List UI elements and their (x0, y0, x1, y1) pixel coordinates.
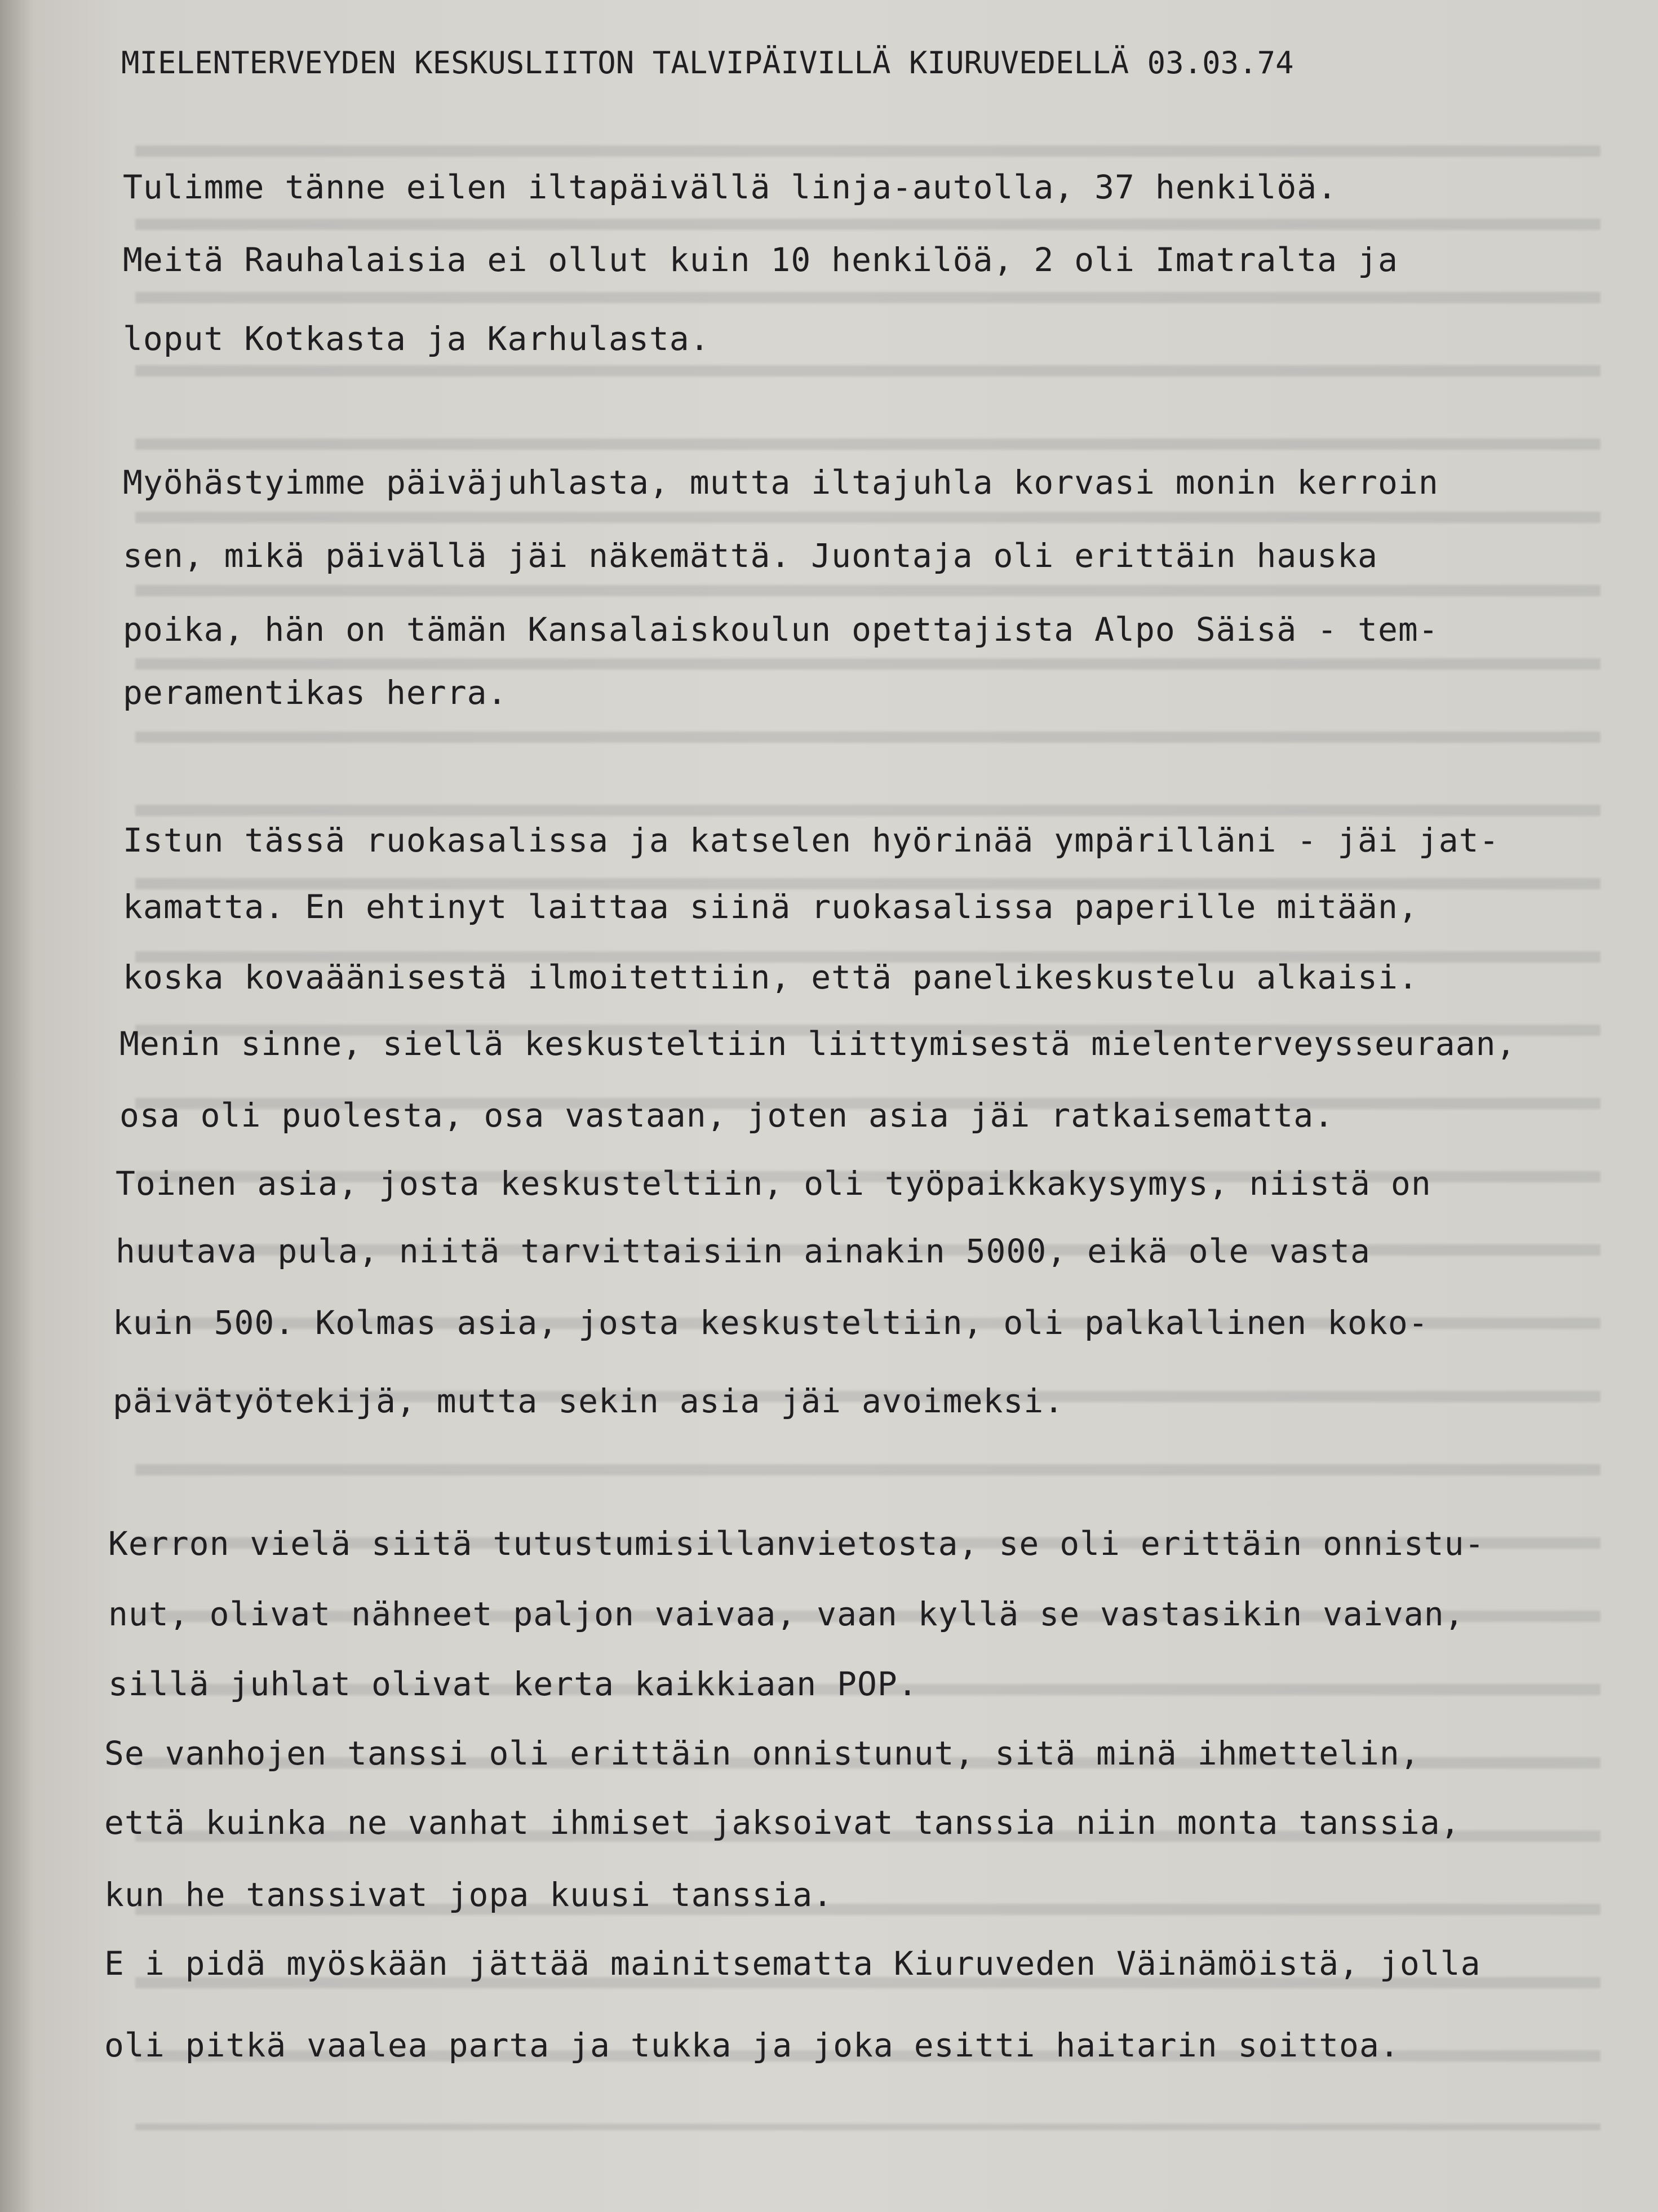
paragraph-4-line-6: kun he tanssivat jopa kuusi tanssia. (104, 1876, 834, 1914)
paragraph-4-line-3: sillä juhlat olivat kerta kaikkiaan POP. (108, 1665, 918, 1703)
paragraph-1-line-3: loput Kotkasta ja Karhulasta. (123, 320, 710, 358)
paragraph-4-line-1: Kerron vielä siitä tutustumisillanvietosta, se oli erittäin onnistu- (108, 1524, 1485, 1563)
paragraph-2-line-3: poika, hän on tämän Kansalaiskoulun opettajista Alpo Säisä - tem- (123, 610, 1439, 649)
paragraph-2-line-2: sen, mikä päivällä jäi näkemättä. Juontaja oli erittäin hauska (123, 537, 1378, 575)
paragraph-2-line-4: peramentikas herra. (123, 673, 508, 712)
paragraph-3-line-9: päivätyötekijä, mutta sekin asia jäi avoimeksi. (113, 1382, 1065, 1420)
paragraph-3-line-4: Menin sinne, siellä keskusteltiin liittymisestä mielenterveysseuraan, (119, 1025, 1517, 1063)
document-title: MIELENTERVEYDEN KESKUSLIITON TALVIPÄIVILLÄ KIURUVEDELLÄ 03.03.74 (121, 45, 1294, 81)
paragraph-4-line-5: että kuinka ne vanhat ihmiset jaksoivat tanssia niin monta tanssia, (104, 1803, 1461, 1842)
paragraph-4-line-8: oli pitkä vaalea parta ja tukka ja joka esitti haitarin soittoa. (104, 2026, 1400, 2064)
paragraph-3-line-8: kuin 500. Kolmas asia, josta keskusteltiin, oli palkallinen koko- (113, 1304, 1429, 1342)
paragraph-2-line-1: Myöhästyimme päiväjuhlasta, mutta iltajuhla korvasi monin kerroin (123, 463, 1439, 502)
paragraph-3-line-7: huutava pula, niitä tarvittaisiin ainakin 5000, eikä ole vasta (116, 1232, 1371, 1270)
paragraph-3-line-2: kamatta. En ehtinyt laittaa siinä ruokasalissa paperille mitään, (123, 888, 1418, 926)
paragraph-1-line-2: Meitä Rauhalaisia ei ollut kuin 10 henkilöä, 2 oli Imatralta ja (123, 241, 1398, 279)
paragraph-3-line-1: Istun tässä ruokasalissa ja katselen hyörinää ympärilläni - jäi jat- (123, 821, 1500, 859)
paragraph-3-line-3: koska kovaäänisestä ilmoitettiin, että panelikeskustelu alkaisi. (123, 958, 1418, 996)
paragraph-4-line-2: nut, olivat nähneet paljon vaivaa, vaan kyllä se vastasikin vaivan, (108, 1595, 1465, 1633)
paragraph-1-line-1: Tulimme tänne eilen iltapäivällä linja-autolla, 37 henkilöä. (123, 168, 1338, 206)
paragraph-4-line-7: E i pidä myöskään jättää mainitsematta Kiuruveden Väinämöistä, jolla (104, 1944, 1481, 1983)
paragraph-4-line-4: Se vanhojen tanssi oli erittäin onnistunut, sitä minä ihmettelin, (104, 1734, 1420, 1772)
paragraph-3-line-6: Toinen asia, josta keskusteltiin, oli työpaikkakysymys, niistä on (116, 1164, 1431, 1203)
paragraph-3-line-5: osa oli puolesta, osa vastaan, joten asia jäi ratkaisematta. (119, 1096, 1335, 1134)
